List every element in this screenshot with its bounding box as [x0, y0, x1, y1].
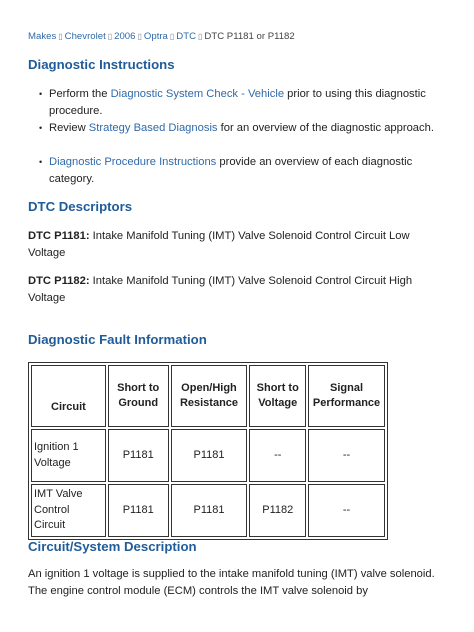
breadcrumb [28, 31, 295, 42]
link-strategy-based-diagnosis[interactable]: Strategy Based Diagnosis [88, 122, 218, 134]
bullet-icon: • [39, 123, 43, 133]
list-item-text: prior to using this diagnostic procedure. [49, 88, 426, 117]
table-cell: Ignition 1 Voltage [31, 429, 106, 482]
breadcrumb-link-2006[interactable]: 2006 [114, 31, 136, 42]
table-row [31, 429, 385, 482]
list-item [28, 154, 448, 187]
list-item-text: provide an overview of each diagnostic category. [49, 156, 413, 185]
link-diagnostic-system-check[interactable]: Diagnostic System Check - Vehicle [110, 88, 285, 100]
column-header-signal-performance: Signal Performance [308, 365, 385, 427]
dtc-code: DTC P1181: [28, 230, 90, 242]
fault-info-table [28, 362, 388, 540]
breadcrumb-link-chevrolet[interactable]: Chevrolet [64, 31, 106, 42]
table-cell: P1181 [108, 484, 169, 537]
dtc-code: DTC P1182: [28, 275, 90, 287]
table-cell: P1181 [171, 484, 248, 537]
table-cell: -- [308, 484, 385, 537]
link-diagnostic-procedure-instructions[interactable]: Diagnostic Procedure Instructions [49, 156, 217, 168]
fault-info-heading: Diagnostic Fault Information [28, 332, 207, 347]
table-cell: P1181 [171, 429, 248, 482]
table-row [31, 484, 385, 537]
dtc-descriptors-heading: DTC Descriptors [28, 199, 133, 214]
table-cell: -- [308, 429, 385, 482]
circuit-description-text: An ignition 1 voltage is supplied to the intake manifold tuning (IMT) valve solenoid. The engine control module (ECM) controls the IMT valve solenoid by [28, 568, 435, 597]
diagnostic-instructions-list [28, 86, 448, 187]
list-item [28, 86, 448, 120]
diagnostic-instructions-heading: Diagnostic Instructions [28, 57, 175, 72]
table-cell: IMT Valve Control Circuit [31, 484, 106, 537]
dtc-description: Intake Manifold Tuning (IMT) Valve Solenoid Control Circuit High Voltage [28, 275, 413, 304]
column-header-open-high-resistance: Open/High Resistance [171, 365, 248, 427]
breadcrumb-link-makes[interactable]: Makes [28, 31, 57, 42]
breadcrumb-current: DTC P1181 or P1182 [204, 31, 295, 42]
breadcrumb-link-optra[interactable]: Optra [143, 31, 168, 42]
list-item [28, 120, 448, 154]
column-header-short-to-voltage: Short to Voltage [249, 365, 306, 427]
breadcrumb-separator-icon: ▯ [198, 32, 203, 41]
breadcrumb-separator-icon: ▯ [58, 32, 63, 41]
dtc-descriptor-p1182 [28, 273, 448, 306]
table-cell: P1181 [108, 429, 169, 482]
column-header-circuit: Circuit [31, 365, 106, 427]
dtc-descriptor-p1181 [28, 228, 448, 261]
bullet-icon: • [39, 157, 43, 167]
table-cell: -- [249, 429, 306, 482]
breadcrumb-separator-icon: ▯ [169, 32, 175, 41]
dtc-description: Intake Manifold Tuning (IMT) Valve Solenoid Control Circuit Low Voltage [28, 230, 410, 259]
table-cell: P1182 [249, 484, 306, 537]
breadcrumb-separator-icon: ▯ [107, 32, 113, 41]
list-item-text: for an overview of the diagnostic approach. [217, 122, 434, 134]
breadcrumb-link-dtc[interactable]: DTC [176, 31, 197, 42]
bullet-icon: • [39, 89, 43, 99]
list-item-text: Perform the [49, 88, 111, 100]
column-header-short-to-ground: Short to Ground [108, 365, 169, 427]
table-header-row [31, 365, 385, 427]
breadcrumb-separator-icon: ▯ [137, 32, 142, 41]
list-item-text: Review [49, 122, 89, 134]
circuit-description-heading: Circuit/System Description [28, 539, 197, 554]
